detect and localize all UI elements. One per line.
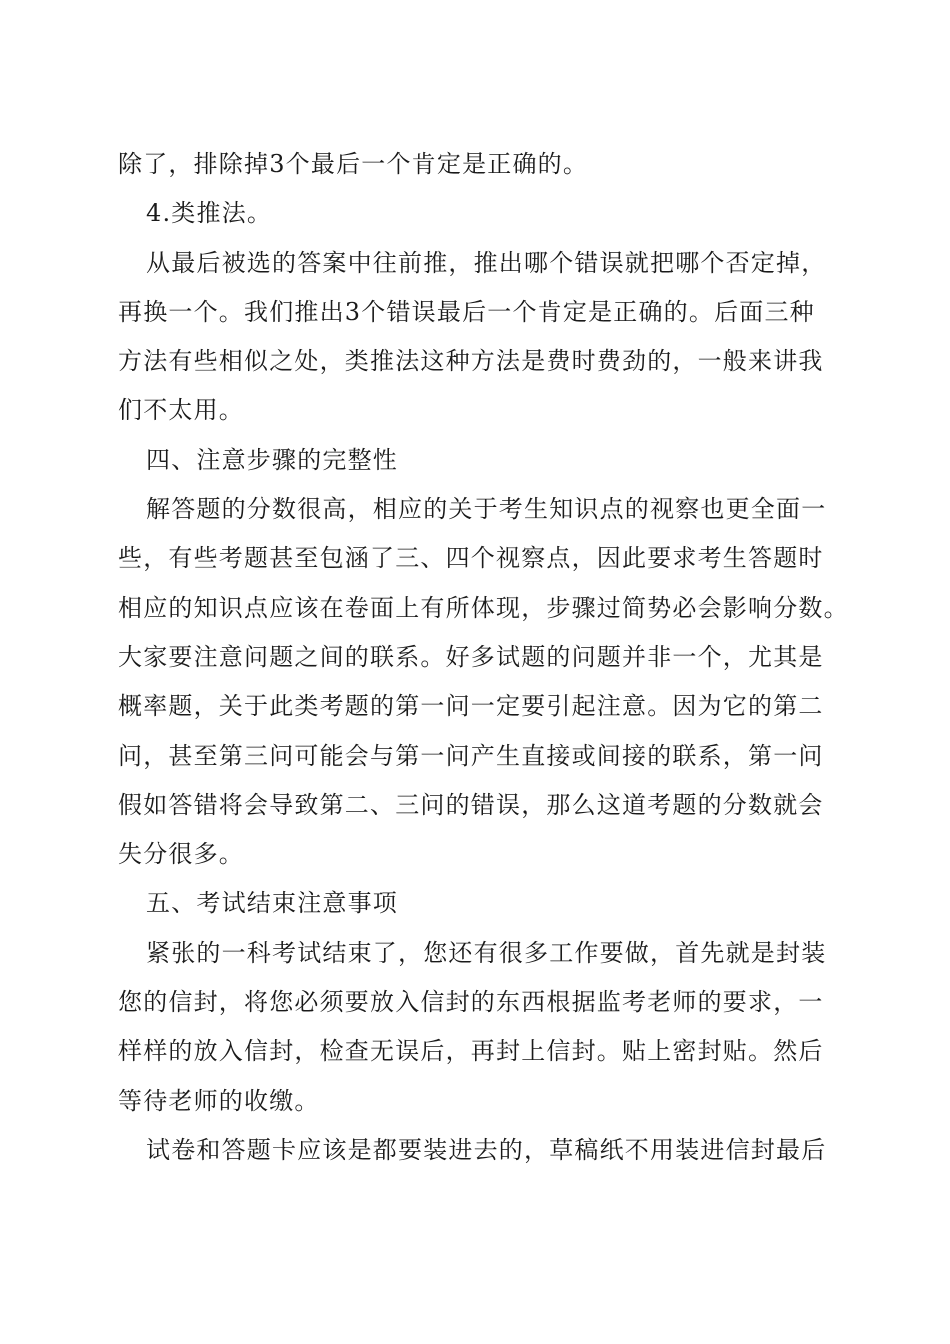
text-line: 问，甚至第三问可能会与第一问产生直接或间接的联系，第一问	[118, 741, 824, 770]
text-line: 们不太用。	[118, 396, 244, 425]
text-line: 概率题，关于此类考题的第一问一定要引起注意。因为它的第二	[118, 692, 824, 721]
section-heading: 4.类推法。	[146, 199, 273, 228]
text-line: 紧张的一科考试结束了，您还有很多工作要做，首先就是封装	[146, 938, 827, 967]
text-line: 假如答错将会导致第二、三问的错误，那么这道考题的分数就会	[118, 790, 824, 819]
text-line: 方法有些相似之处，类推法这种方法是费时费劲的，一般来讲我	[118, 347, 824, 376]
text-line: 大家要注意问题之间的联系。好多试题的问题并非一个，尤其是	[118, 642, 824, 671]
text-line: 解答题的分数很高，相应的关于考生知识点的视察也更全面一	[146, 495, 827, 524]
text-line: 相应的知识点应该在卷面上有所体现，步骤过简势必会影响分数。	[118, 593, 849, 622]
section-heading: 五、考试结束注意事项	[146, 889, 398, 918]
text-line: 样样的放入信封，检查无误后，再封上信封。贴上密封贴。然后	[118, 1037, 824, 1066]
section-heading: 四、注意步骤的完整性	[146, 445, 398, 474]
text-line: 除了，排除掉3个最后一个肯定是正确的。	[118, 150, 589, 178]
text-line: 试卷和答题卡应该是都要装进去的，草稿纸不用装进信封最后	[146, 1135, 827, 1164]
text-line: 失分很多。	[118, 840, 244, 869]
text-line: 再换一个。我们推出3个错误最后一个肯定是正确的。后面三种	[118, 297, 815, 326]
text-line: 些，有些考题甚至包涵了三、四个视察点，因此要求考生答题时	[118, 544, 824, 573]
text-line: 您的信封，将您必须要放入信封的东西根据监考老师的要求，一	[118, 988, 824, 1017]
text-line: 从最后被选的答案中往前推，推出哪个错误就把哪个否定掉，	[146, 248, 827, 277]
text-line: 等待老师的收缴。	[118, 1086, 320, 1115]
document-body	[118, 140, 849, 1175]
